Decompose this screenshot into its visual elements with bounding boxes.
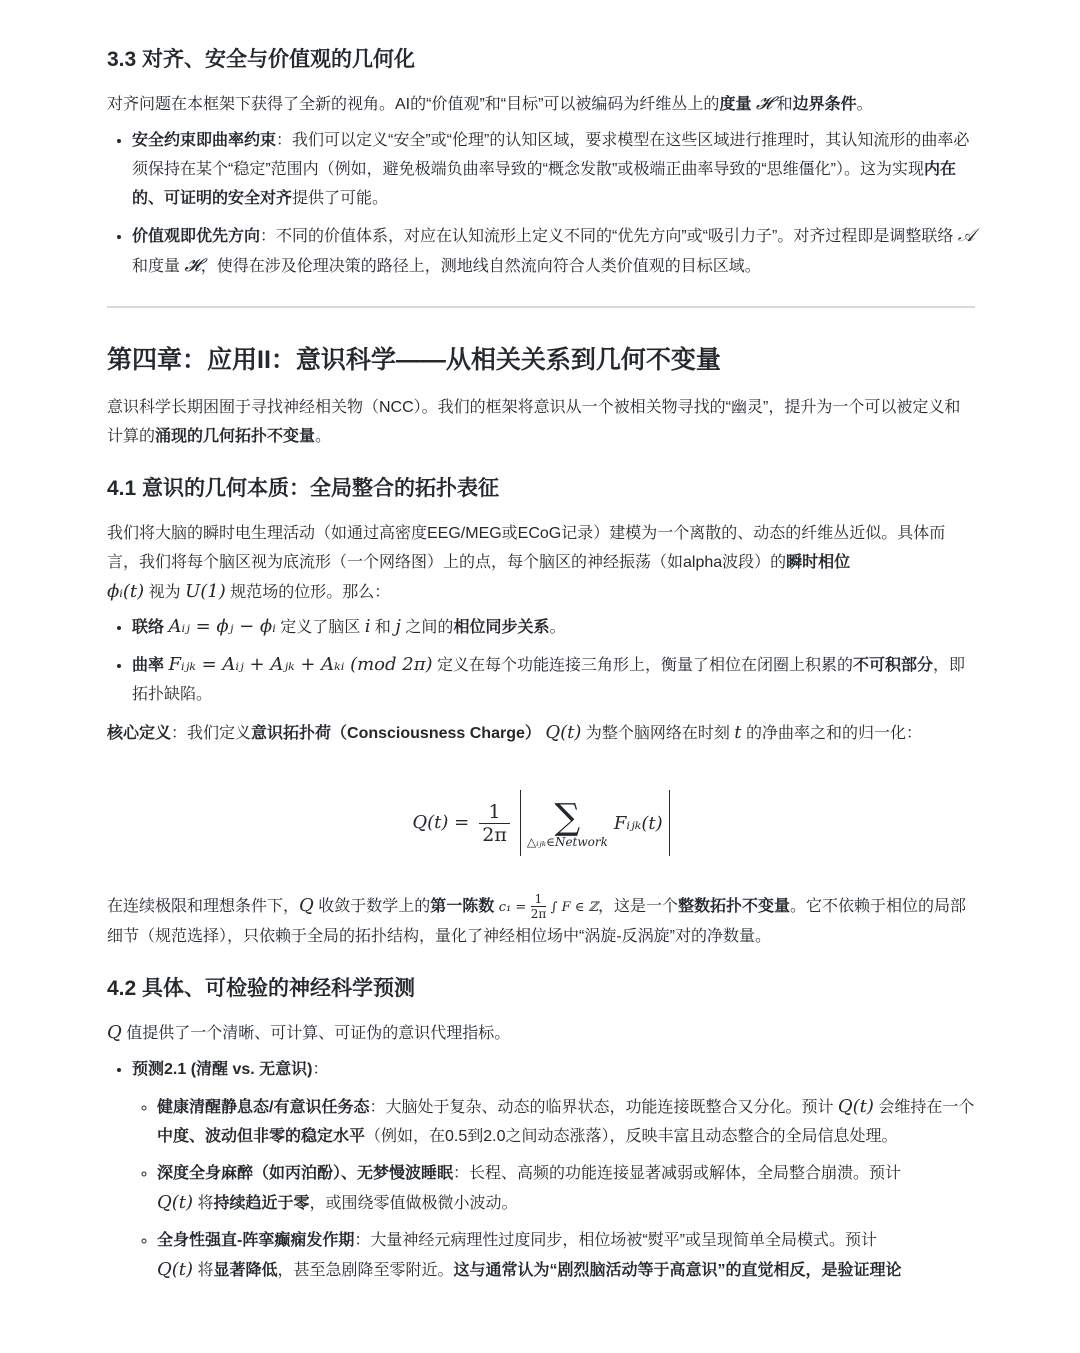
section-4-2-list — [107, 1055, 975, 1285]
section-3-3-intro: 对齐问题在本框架下获得了全新的视角。AI的“价值观”和“目标”可以被编码为纤维丛上的度量 𝓗 和边界条件。 — [107, 93, 873, 114]
list-item: ◦ 健康清醒静息态/有意识任务态：大脑处于复杂、动态的临界状态，功能连接既整合又分化。预计 Q(t) 会维持在一个中度、波动但非零的稳定水平（例如，在0.5到2.0之间动态涨落），反映丰富且动态整合的全局信息处理。 — [157, 1092, 975, 1151]
prediction-sublist — [132, 1092, 975, 1285]
section-4-1-paragraph: 我们将大脑的瞬时电生理活动（如通过高密度EEG/MEG或ECoG记录）建模为一个离散的、动态的纤维丛近似。具体而言，我们将每个脑区视为底流形（一个网络图）上的点，每个脑区的神经振荡（如alpha波段）的瞬时相位 ϕᵢ(t) 视为 U(1) 规范场的位形。那么： — [107, 525, 946, 602]
list-item: ◦ 深度全身麻醉（如丙泊酚）、无梦慢波睡眠：长程、高频的功能连接显著减弱或解体，全局整合崩溃。预计 Q(t) 将持续趋近于零，或围绕零值做极微小波动。 — [157, 1159, 975, 1218]
list-item: • 预测2.1 (清醒 vs. 无意识)： ◦ 健康清醒静息态/有意识任务态：大脑处于复杂、动态的临界状态，功能连接既整合又分化。预计 Q(t) 会维持在一个中度、波动但非零的稳定水平（例如，在0.5到2.0之间动态涨落），反映丰富且动态整合的全局信息处理。 ◦ 深度全身麻醉（如丙泊酚）、无梦慢波睡眠：长程、高频的功能连接显著减弱或解体，全局整合崩溃。预计 Q(t) 将持续趋近于零，或围绕零值做极微小波动。 ◦ 全身性强直-阵挛癫痫发作期：大量神经元病理性过度同步，相位场被“熨平”或呈现简单全局模式。预计 Q(t) 将显著降低，甚至急剧降至零附近。这与通常认为“剧烈脑活动等于高意识”的直觉相反，是验证理论 — [132, 1055, 975, 1285]
section-4-1-heading: 4.1 意识的几何本质：全局整合的拓扑表征 — [107, 477, 500, 500]
list-item: ◦ 全身性强直-阵挛癫痫发作期：大量神经元病理性过度同步，相位场被“熨平”或呈现简单全局模式。预计 Q(t) 将显著降低，甚至急剧降至零附近。这与通常认为“剧烈脑活动等于高意识”的直觉相反，是验证理论 — [157, 1226, 975, 1285]
summation: ∑ △ᵢⱼₖ∈Network — [526, 797, 608, 849]
core-definition: 核心定义：我们定义意识拓扑荷（Consciousness Charge） Q(t) 为整个脑网络在时刻 t 的净曲率之和的归一化： — [107, 722, 922, 743]
list-item: • 价值观即优先方向：不同的价值体系，对应在认知流形上定义不同的“优先方向”或“吸引力子”。对齐过程即是调整联络 𝒜 和度量 𝓗，使得在涉及伦理决策的路径上，测地线自然流向符合人类价值观的目标区域。 — [132, 221, 975, 281]
section-3-3-heading: 3.3 对齐、安全与价值观的几何化 — [107, 48, 416, 71]
list-item: • 联络 Aᵢⱼ = ϕⱼ − ϕᵢ 定义了脑区 i 和 j 之间的相位同步关系。 — [132, 612, 975, 642]
chapter-4-intro: 意识科学长期困囿于寻找神经相关物（NCC）。我们的框架将意识从一个被相关物寻找的“幽灵”，提升为一个可以被定义和计算的涌现的几何拓扑不变量。 — [107, 399, 961, 445]
chern-number-paragraph: 在连续极限和理想条件下，Q 收敛于数学上的第一陈数 c₁ = $\frac{1}{2\pi}$ ∫ F ∈ ℤ，这是一个整数拓扑不变量。它不依赖于相位的局部细节（规范选择），只依赖于全局的拓扑结构，量化了神经相位场中“涡旋-反涡旋”对的净数量。 — [107, 892, 967, 945]
chapter-4-heading: 第四章：应用II：意识科学——从相关关系到几何不变量 — [107, 346, 721, 374]
section-4-2-intro: Q 值提供了一个清晰、可计算、可证伪的意识代理指标。 — [107, 1022, 511, 1043]
section-divider — [107, 306, 975, 308]
consciousness-charge-formula: Q(t) = $\frac{1}{2\pi}$ ∑ △ᵢⱼₖ∈Network Fᵢⱼₖ(t) — [107, 790, 975, 864]
fraction: $\frac{1}{2\pi}$ — [479, 801, 510, 846]
math-H: 𝓗 — [755, 93, 773, 114]
list-item: • 安全约束即曲率约束：我们可以定义“安全”或“伦理”的认知区域，要求模型在这些区域进行推理时，其认知流形的曲率必须保持在某个“稳定”范围内（例如，避免极端负曲率导致的“概念发散”或极端正曲率导致的“思维僵化”）。这为实现内在的、可证明的安全对齐提供了可能。 — [132, 126, 975, 213]
section-4-1-list — [107, 612, 975, 709]
section-4-2-heading: 4.2 具体、可检验的神经科学预测 — [107, 977, 416, 1000]
absolute-value: ∑ △ᵢⱼₖ∈Network Fᵢⱼₖ(t) — [520, 790, 670, 856]
section-3-3-list — [107, 126, 975, 281]
list-item: • 曲率 Fᵢⱼₖ = Aᵢⱼ + Aⱼₖ + Aₖᵢ (mod 2π) 定义在每个功能连接三角形上，衡量了相位在闭圈上积累的不可积部分，即拓扑缺陷。 — [132, 650, 975, 709]
